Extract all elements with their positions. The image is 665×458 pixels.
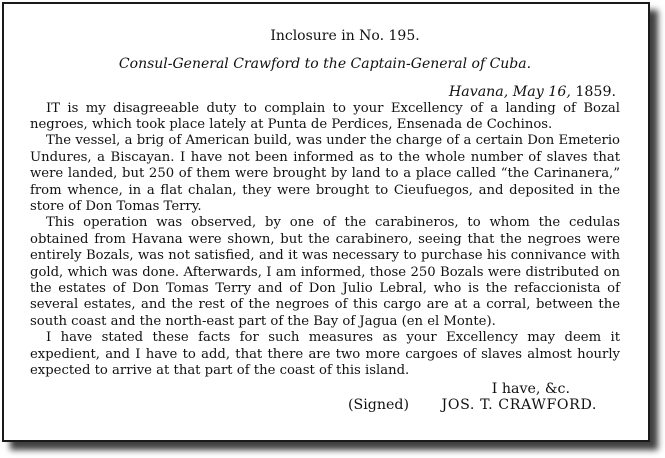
letter-closing: I have, &c. xyxy=(491,380,570,397)
dateline-place-date: Havana, May 16, xyxy=(448,84,571,100)
letter-document xyxy=(30,28,620,414)
letter-subtitle: Consul-General Crawford to the Captain-General of Cuba. xyxy=(118,56,532,72)
signatory-name: JOS. T. CRAWFORD. xyxy=(441,397,598,414)
signature-line xyxy=(30,397,620,414)
letter-dateline xyxy=(30,84,620,101)
paragraph-vessel: The vessel, a brig of American build, was under the charge of a certain Don Emeterio Undures, a Biscayan. I have not been informed as to the whole number of slaves that were landed, but 250 of them were brought by land to a place called “the Carinanera,” from whence, in a flat chalan, they were brought to Cieufuegos, and deposited in the store of Don Tomas Terry. xyxy=(30,133,620,215)
paragraph-landing: IT is my disagreeable duty to complain to your Excellency of a landing of Bozal negroes, which took place lately at Punta de Perdices, Ensenada de Cochinos. xyxy=(30,100,620,132)
dateline-year: 1859. xyxy=(575,84,616,100)
document-frame xyxy=(2,2,650,442)
paragraph-operation: This operation was observed, by one of the carabineros, to whom the cedulas obtained from Havana were shown, but the carabinero, seeing that the negroes were entirely Bozals, was not satisfied, and it was necessary to purchase his connivance with gold, which was done. Afterwards, I am informed, those 250 Bozals were distributed on the estates of Don Tomas Terry and of Don Julio Lebral, who is the refaccionista of several estates, and the rest of the negroes of this cargo are at a corral, between the south coast and the north-east part of the Bay of Jagua (en el Monte). xyxy=(30,215,620,329)
paragraph-measures: I have stated these facts for such measures as your Excellency may deem it expedient, and I have to add, that there are two more cargoes of slaves almost hourly expected to arrive at that part of the coast of this island. xyxy=(30,330,620,379)
signed-label: (Signed) xyxy=(348,397,410,414)
inclosure-heading: Inclosure in No. 195. xyxy=(270,28,420,44)
